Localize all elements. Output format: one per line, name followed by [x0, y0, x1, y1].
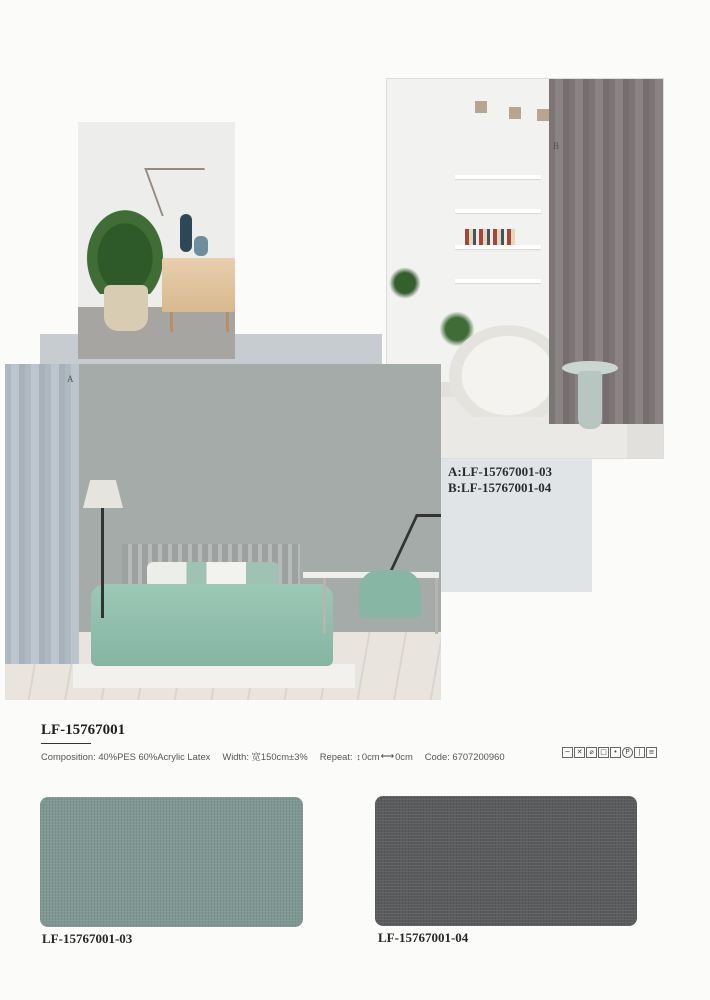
- floor-lamp-pole: [101, 508, 104, 618]
- horizontal-arrow-icon: ⟷: [380, 750, 395, 761]
- desk-chair: [359, 570, 421, 618]
- wash-icon: ~: [562, 747, 573, 758]
- plant-leaves: [82, 204, 168, 294]
- swatch-label-04: LF-15767001-04: [378, 930, 469, 945]
- wall-shelf: [455, 279, 541, 283]
- code-b: B:LF-15767001-04: [448, 480, 552, 495]
- ceiling-lamp: [537, 109, 549, 121]
- title-underline: [41, 743, 91, 744]
- repeat-vertical: 0cm: [361, 750, 380, 762]
- mantel-plant: [387, 265, 423, 301]
- spec-line: [41, 749, 505, 763]
- care-icons: [562, 747, 657, 758]
- curtain-a: [5, 364, 79, 664]
- repeat-horizontal: 0cm: [395, 750, 413, 762]
- floor-lamp-shade: [83, 480, 123, 508]
- cabinet-leg: [226, 312, 229, 332]
- flat-dry-icon: ≡: [646, 747, 657, 758]
- iron-icon: •: [610, 747, 621, 758]
- curtain-codes: [448, 464, 552, 496]
- desk-leg: [435, 578, 438, 634]
- plant-cabinet-photo: [78, 122, 235, 359]
- side-table: [562, 361, 618, 431]
- code-text: Code: 6707200960: [424, 750, 505, 762]
- fabric-swatch-04: [375, 796, 637, 926]
- repeat-label: Repeat:: [319, 750, 353, 762]
- cabinet-leg: [170, 312, 173, 332]
- dry-clean-icon: P: [622, 747, 633, 758]
- rug: [73, 664, 355, 688]
- composition-text: Composition: 40%PES 60%Acrylic Latex: [41, 750, 211, 762]
- wood-cabinet: [162, 258, 235, 312]
- vertical-arrow-icon: ↕: [353, 750, 361, 762]
- swatch-label-03: LF-15767001-03: [42, 931, 133, 946]
- fabric-swatch-03: [40, 797, 303, 927]
- shelf-books: [465, 229, 515, 245]
- plant-basket: [104, 285, 148, 331]
- desk-leg: [323, 578, 326, 634]
- ceiling-lamp: [475, 101, 487, 113]
- curtain-marker-b: B: [553, 141, 560, 151]
- small-vase: [194, 236, 208, 256]
- vase: [180, 214, 192, 252]
- wall-shelf: [455, 245, 541, 249]
- width-text: Width: 宽150cm±3%: [222, 751, 308, 762]
- curtain-marker-a: A: [67, 374, 74, 384]
- bedroom-photo: [5, 364, 441, 700]
- code-a: A:LF-15767001-03: [448, 464, 552, 479]
- wall-shelf: [455, 175, 541, 179]
- tumble-dry-icon: ⌀: [586, 747, 597, 758]
- desk-lamp: [390, 514, 441, 570]
- dry-icon: □: [598, 747, 609, 758]
- hang-dry-icon: |: [634, 747, 645, 758]
- side-table-stem: [578, 371, 602, 429]
- duvet: [91, 584, 333, 666]
- ceiling-lamp: [509, 107, 521, 119]
- wall-shelf: [455, 209, 541, 213]
- no-bleach-icon: ✕: [574, 747, 585, 758]
- product-title: LF-15767001: [41, 722, 126, 738]
